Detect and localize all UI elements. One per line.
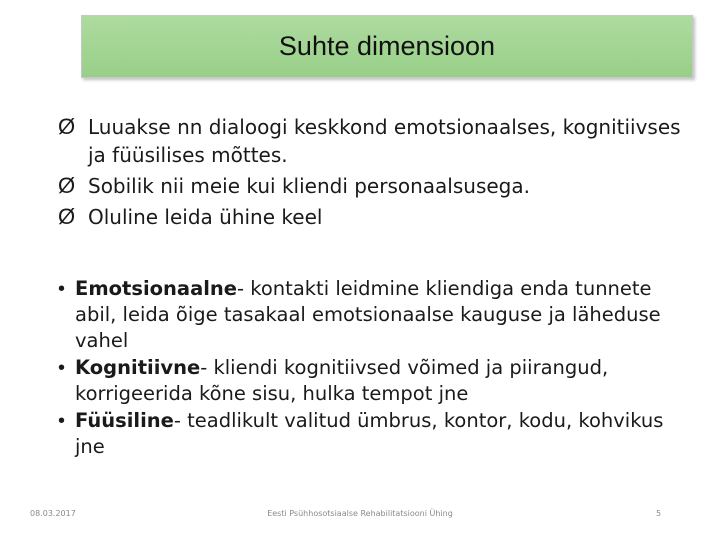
arrow-bullet-icon: Ø [58,173,76,198]
bullet-dot-icon: • [58,410,66,432]
slide-title: Suhte dimensioon [278,31,496,61]
dimension-bullet-text [75,408,698,460]
slide-title-box [81,15,693,78]
dimension-bullet [58,355,698,407]
dimension-term: Emotsionaalne [75,277,238,300]
bullet-dot-icon: • [58,278,66,300]
arrow-point [58,113,698,169]
bullet-dot-icon: • [58,357,66,379]
dimension-bullet [58,408,698,460]
dimension-description: - kliendi kognitiivsed võimed ja piirangud, korrigeerida kõne sisu, hulka tempot jne [75,356,609,405]
arrow-bullet-icon: Ø [58,114,76,139]
arrow-point [58,172,698,200]
dimension-description: - kontakti leidmine kliendiga enda tunnete abil, leida õige tasakaal emotsionaalse kauguse ja läheduse vahel [75,277,661,352]
arrow-point-text: Sobilik nii meie kui kliendi personaalsusega. [88,174,530,198]
arrow-point-text: Luuakse nn dialoogi keskkond emotsionaalses, kognitiivses ja füüsilises mõttes. [88,115,681,167]
dimension-bullet [58,276,698,354]
dimension-term: Füüsiline [75,409,174,432]
dimension-term: Kognitiivne [75,356,201,379]
footer-date: 08.03.2017 [30,509,76,518]
arrow-bullet-icon: Ø [58,204,76,229]
arrow-point-text: Oluline leida ühine keel [88,205,323,229]
footer-organization: Eesti Psühhosotsiaalse Rehabilitatsiooni Ühing [267,509,453,518]
arrow-point [58,203,698,231]
dimension-bullet-list [58,276,698,461]
dimension-bullet-text [75,355,698,407]
arrow-point-list [58,113,698,234]
dimension-description: - teadlikult valitud ümbrus, kontor, kodu, kohvikus jne [75,409,664,458]
footer-page-number: 5 [656,509,662,518]
dimension-bullet-text [75,276,698,354]
